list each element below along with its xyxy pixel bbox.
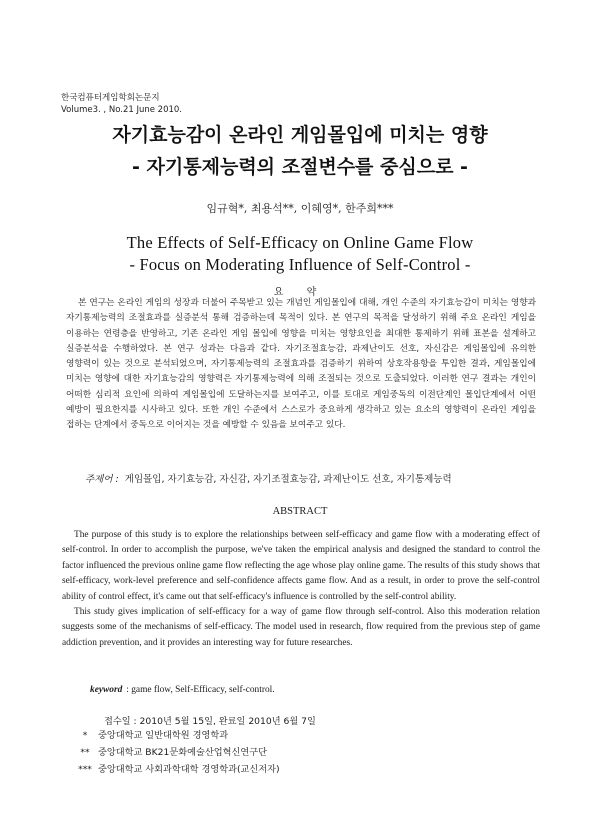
journal-header [61, 92, 182, 116]
korean-keywords [85, 471, 452, 485]
affiliation-text: 중앙대학교 BK21문화예술산업혁신연구단 [98, 747, 267, 758]
affiliation-item [72, 761, 280, 778]
affiliation-item [72, 744, 280, 761]
korean-abstract-body: 본 연구는 온라인 게임의 성장과 더불어 주목받고 있는 개념인 게임몰입에 대해, 개인 수준의 자기효능감이 미치는 영향과 자기통제능력의 조절효과를 실증분석 통해 검증하는데 목적이 있다. 본 연구의 목적을 달성하기 위해 주요 온라인 게임을 이용하는 연령층을 반영하고, 기존 온라인 게임 몰입에 영향을 미치는 영향요인을 최대한 통제하기 위해 표본을 설계하고 실증분석을 수행하였다. 본 연구 성과는 다음과 같다. 자기조절효능감, 과제난이도 선호, 자신감은 게임몰입에 유의한 영향력이 있는 것으로 분석되었으며, 자기통제능력의 조절효과를 검증하기 위하여 상호작용항을 투입한 결과, 게임몰입에 미치는 영향에 대한 자기효능감의 영향력은 자기통제능력에 의해 조절되는 것으로 도출되었다. 이러한 연구 결과는 개인이 어떠한 심리적 요인에 의하여 게임몰입에 도달하는지를 보여주고, 이를 토대로 게임중독의 이전단계인 몰입단계에서 어떤 예방이 필요한지를 시사하고 있다. 또한 개인 수준에서 스스로가 중요하게 생각하고 있는 요소의 영향력이 온라인 게임을 접하는 단계에서 중독으로 이어지는 것을 예방할 수 있음을 보여주고 있다. [66, 298, 536, 431]
korean-abstract-heading: 요 약 [273, 287, 327, 298]
korean-title: 자기효능감이 온라인 게임몰입에 미치는 영향 [112, 124, 488, 146]
korean-subtitle: - 자기통제능력의 조절변수를 중심으로 - [132, 156, 468, 178]
korean-keywords-label: 주제어 : [85, 474, 119, 485]
affiliations [72, 727, 280, 778]
english-keywords [90, 685, 275, 695]
english-subtitle: - Focus on Moderating Influence of Self-Control - [129, 255, 471, 274]
authors: 임규혁*, 최용석**, 이혜영*, 한주희*** [206, 202, 394, 215]
english-keywords-label: keyword [90, 685, 123, 695]
english-abstract-paragraph-1: The purpose of this study is to explore the relationships between self-efficacy and game flow with a moderating effect of self-control. In order to accomplish the purpose, we've taken the empirical analysis and designed the standard to control the factor influenced the previous online game flow reflecting the age whose play online game. The results of this study shows that self-efficacy, work-level preference and self-confidence affects game flow. And as a result, in order to prove the self-control ability of control effect, it's came out that self-efficacy's influence is controlled by the self-control ability. [62, 530, 540, 602]
english-abstract-heading: ABSTRACT [272, 506, 328, 517]
english-title: The Effects of Self-Efficacy on Online Game Flow [126, 233, 474, 252]
english-abstract-paragraph-2: This study gives implication of self-efficacy for a way of game flow through self-control. Also this moderation relation suggests some of the mechanisms of self-efficacy. The model used in research, flow required from the previous step of game addiction prevention, and it provides an interesting way for future researches. [62, 607, 540, 648]
english-keywords-list: : game flow, Self-Efficacy, self-control. [126, 685, 275, 695]
affiliation-text: 중앙대학교 사회과학대학 경영학과(교신저자) [98, 764, 280, 775]
affiliation-mark: *** [78, 764, 92, 775]
korean-keywords-list: 게임몰입, 자기효능감, 자신감, 자기조절효능감, 과제난이도 선호, 자기통제능력 [124, 474, 452, 485]
affiliation-text: 중앙대학교 일반대학원 경영학과 [98, 730, 229, 741]
affiliation-mark: ** [80, 747, 90, 758]
journal-name: 한국컴퓨터게임학회논문지 [61, 93, 160, 103]
journal-issue: Volume3. , No.21 June 2010. [61, 105, 183, 115]
affiliation-item [72, 727, 280, 744]
received-date: 접수일 : 2010년 5월 15일, 완료일 2010년 6월 7일 [104, 716, 316, 727]
affiliation-mark: * [82, 730, 88, 741]
english-abstract-body [62, 528, 540, 651]
